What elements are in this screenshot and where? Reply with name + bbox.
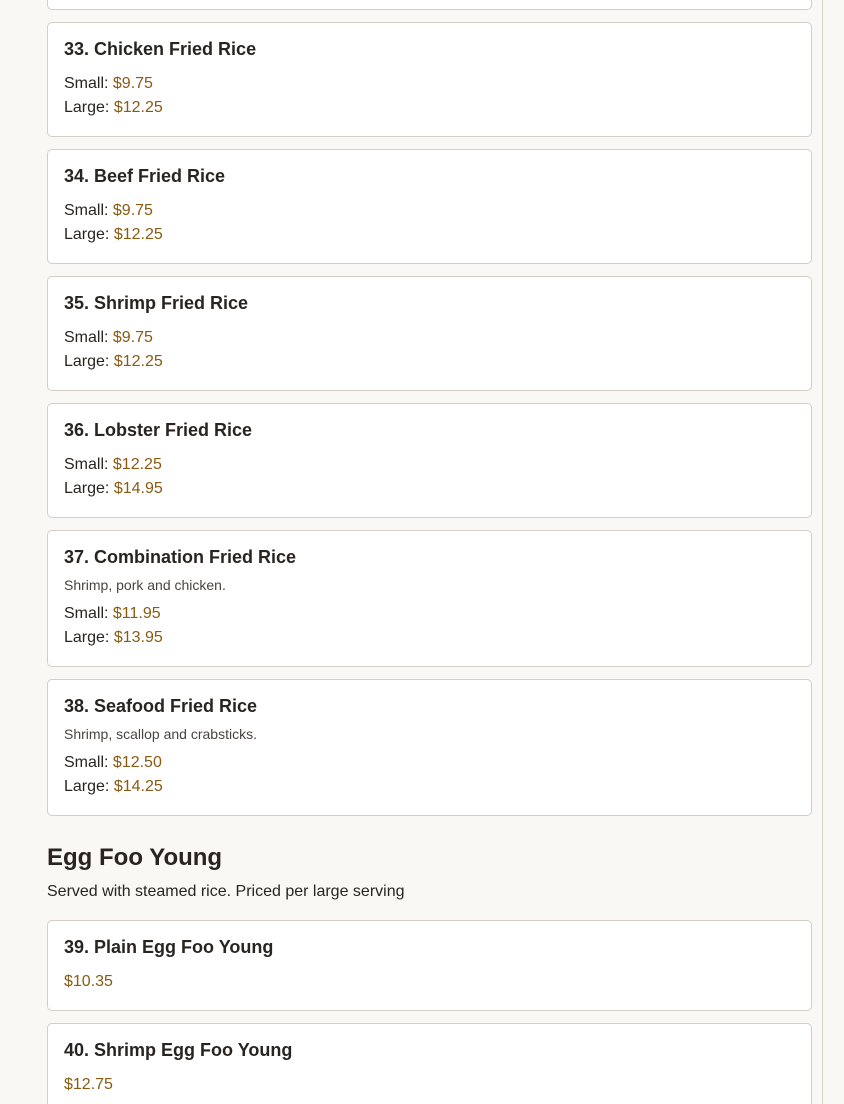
large-price-line: [64, 626, 795, 650]
large-price: $12.25: [113, 99, 163, 116]
menu-item-title: 33. Chicken Fried Rice: [64, 39, 257, 59]
large-label: Large:: [64, 353, 110, 370]
menu-item-card: [47, 530, 812, 667]
item-price: $12.75: [64, 1076, 113, 1093]
small-price: $9.75: [112, 202, 153, 219]
small-price: $12.50: [112, 754, 162, 771]
small-price-line: [64, 602, 795, 626]
large-label: Large:: [64, 629, 110, 646]
small-label: Small:: [64, 456, 109, 473]
item-price: $10.35: [64, 973, 113, 990]
small-price-line: [64, 72, 795, 96]
small-price-line: [64, 751, 795, 775]
large-price-line: [64, 477, 795, 501]
large-label: Large:: [64, 226, 110, 243]
small-price: $9.75: [112, 75, 153, 92]
small-price-line: [64, 453, 795, 477]
menu-item-description: Shrimp, pork and chicken.: [64, 577, 226, 593]
menu-item-title: 39. Plain Egg Foo Young: [64, 937, 274, 957]
menu-section-egg-foo-young: [47, 844, 812, 902]
small-price: $11.95: [112, 605, 161, 622]
menu-content: [47, 0, 812, 1104]
menu-item-description: Shrimp, scallop and crabsticks.: [64, 726, 257, 742]
section-title: Egg Foo Young: [47, 844, 223, 871]
large-price-line: [64, 223, 795, 247]
menu-item-card: [47, 920, 812, 1011]
large-price-line: [64, 96, 795, 120]
small-label: Small:: [64, 202, 109, 219]
large-price: $13.95: [113, 629, 163, 646]
large-price: $14.95: [113, 480, 163, 497]
menu-item-card: [47, 403, 812, 518]
large-price-line: [64, 350, 795, 374]
large-price: $14.25: [113, 778, 163, 795]
price-line: [64, 1073, 795, 1097]
menu-item-card: [47, 149, 812, 264]
section-description: Served with steamed rice. Priced per large serving: [47, 883, 405, 900]
menu-item-title: 35. Shrimp Fried Rice: [64, 293, 249, 313]
large-price: $12.25: [113, 226, 163, 243]
small-price: $9.75: [112, 329, 153, 346]
menu-item-title: 40. Shrimp Egg Foo Young: [64, 1040, 293, 1060]
small-price-line: [64, 199, 795, 223]
menu-item-card-partial: [47, 0, 812, 10]
large-label: Large:: [64, 99, 110, 116]
large-price-line: [64, 775, 795, 799]
large-price: $12.25: [113, 353, 163, 370]
small-label: Small:: [64, 329, 109, 346]
menu-item-card: [47, 22, 812, 137]
menu-item-card: [47, 276, 812, 391]
small-label: Small:: [64, 605, 109, 622]
menu-item-title: 37. Combination Fried Rice: [64, 547, 297, 567]
small-label: Small:: [64, 754, 109, 771]
large-label: Large:: [64, 778, 110, 795]
menu-item-title: 36. Lobster Fried Rice: [64, 420, 253, 440]
small-price: $12.25: [112, 456, 162, 473]
small-label: Small:: [64, 75, 109, 92]
menu-item-card: [47, 679, 812, 816]
menu-item-title: 38. Seafood Fried Rice: [64, 696, 258, 716]
price-line: [64, 970, 795, 994]
menu-item-card: [47, 1023, 812, 1104]
large-label: Large:: [64, 480, 110, 497]
menu-item-title: 34. Beef Fried Rice: [64, 166, 226, 186]
small-price-line: [64, 326, 795, 350]
